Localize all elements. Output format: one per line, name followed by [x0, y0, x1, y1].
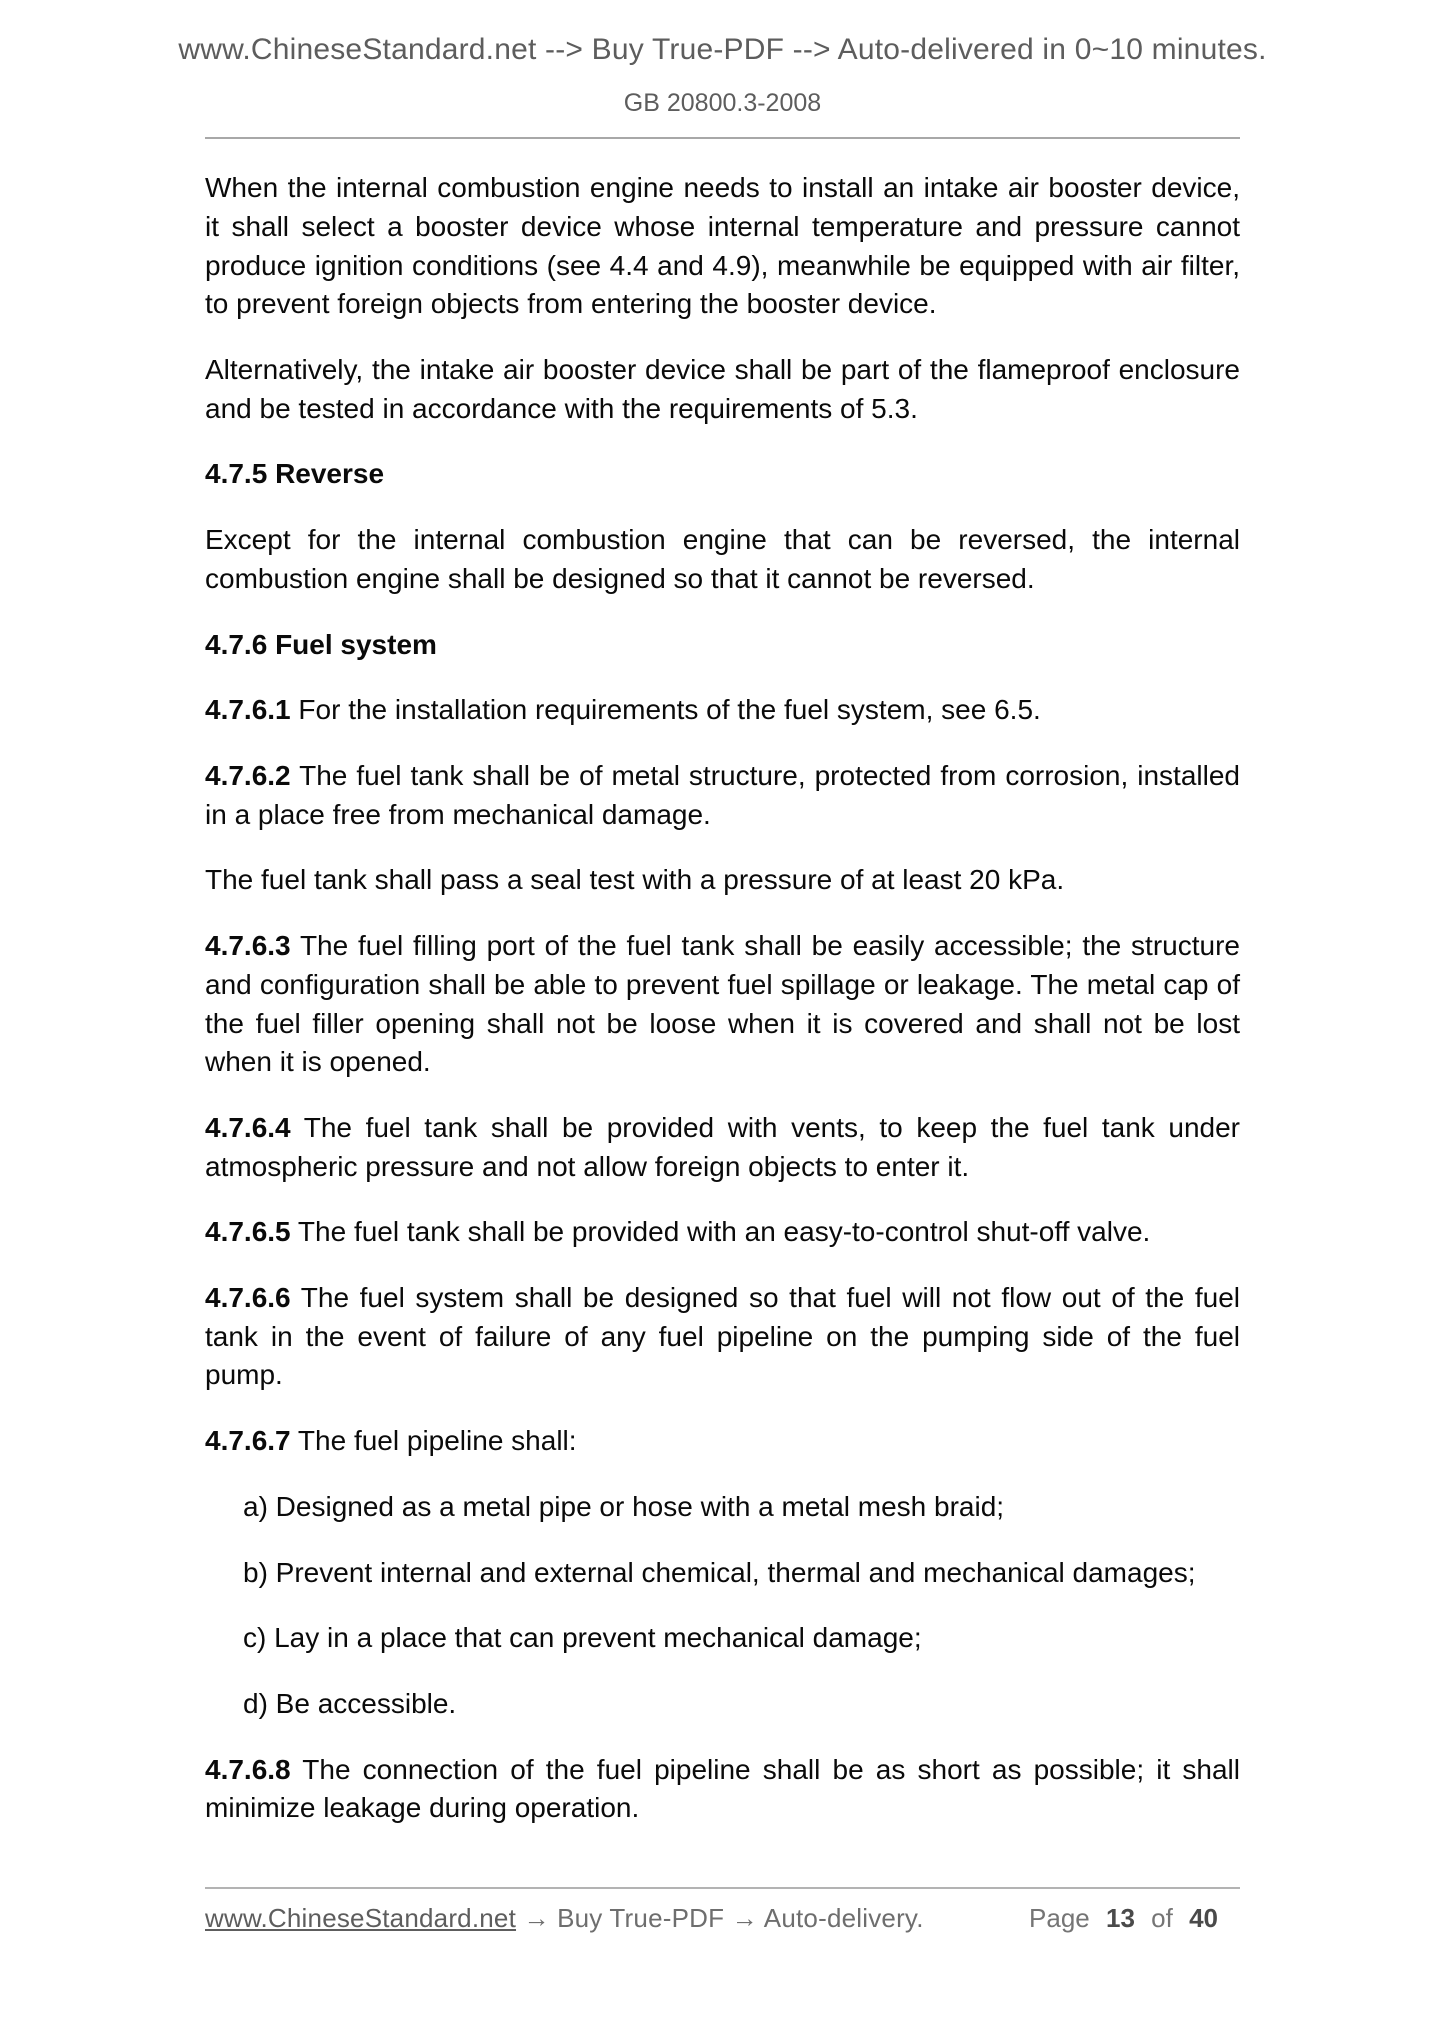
numbered-paragraph — [205, 757, 1240, 834]
footer-tagline: → Buy True-PDF → Auto-delivery. — [523, 1903, 924, 1934]
footer — [205, 1889, 1240, 1934]
clause-number: 4.7.6.5 — [205, 1216, 291, 1248]
clause-number: 4.7.6.7 — [205, 1425, 291, 1457]
paragraph: Except for the internal combustion engine that can be reversed, the internal combustion engine shall be designed so that it cannot be reversed. — [205, 524, 1240, 594]
section-title: Fuel system — [275, 628, 437, 660]
section-number: 4.7.6 — [205, 628, 268, 660]
header-divider — [205, 137, 1240, 139]
footer-left — [205, 1903, 924, 1934]
page-current: 13 — [1106, 1903, 1135, 1934]
list-item: a) Designed as a metal pipe or hose with a metal mesh braid; — [243, 1490, 1005, 1522]
clause-text: The connection of the fuel pipeline shall be as short as possible; it shall minimize leakage during operation. — [205, 1753, 1240, 1824]
numbered-paragraph — [205, 1751, 1240, 1828]
clause-text: The fuel system shall be designed so that fuel will not flow out of the fuel tank in the event of failure of any fuel pipeline on the pumping side of the fuel pump. — [205, 1282, 1240, 1391]
header-promo-text: www.ChineseStandard.net --> Buy True-PDF --> Auto-delivered in 0~10 minutes. — [178, 33, 1267, 66]
numbered-paragraph — [205, 691, 1240, 730]
clause-number: 4.7.6.4 — [205, 1111, 291, 1143]
page-content — [205, 137, 1240, 1934]
standard-number: GB 20800.3-2008 — [623, 88, 822, 117]
clause-text: The fuel pipeline shall: — [297, 1425, 577, 1457]
numbered-paragraph — [205, 1213, 1240, 1252]
numbered-paragraph — [205, 1279, 1240, 1395]
clause-text: The fuel tank shall be provided with an easy-to-control shut-off valve. — [297, 1216, 1151, 1248]
page-indicator — [1029, 1903, 1218, 1934]
numbered-paragraph — [205, 1109, 1240, 1186]
footer-site-link[interactable]: www.ChineseStandard.net — [205, 1903, 517, 1934]
page-header — [0, 0, 1445, 117]
clause-number: 4.7.6.1 — [205, 694, 291, 726]
page-total: 40 — [1189, 1903, 1218, 1934]
section-title: Reverse — [275, 458, 385, 490]
section-heading — [205, 626, 1240, 665]
section-heading — [205, 455, 1240, 494]
paragraph: The fuel tank shall pass a seal test with a pressure of at least 20 kPa. — [205, 864, 1065, 896]
numbered-paragraph — [205, 1422, 1240, 1461]
page-label: Page — [1029, 1903, 1090, 1934]
section-number: 4.7.5 — [205, 458, 268, 490]
clause-text: The fuel filling port of the fuel tank shall be easily accessible; the structure and configuration shall be able to prevent fuel spillage or leakage. The metal cap of the fuel filler opening shall not be loose when it is covered and shall not be lost when it is opened. — [205, 930, 1240, 1078]
clause-text: The fuel tank shall be of metal structure, protected from corrosion, installed in a place free from mechanical damage. — [205, 759, 1240, 830]
clause-number: 4.7.6.3 — [205, 930, 291, 962]
list-item: d) Be accessible. — [243, 1687, 457, 1719]
page-of-label: of — [1151, 1903, 1173, 1934]
clause-number: 4.7.6.2 — [205, 759, 291, 791]
list-item: c) Lay in a place that can prevent mechanical damage; — [243, 1622, 922, 1654]
numbered-paragraph — [205, 927, 1240, 1082]
clause-text: The fuel tank shall be provided with vents, to keep the fuel tank under atmospheric pressure and not allow foreign objects to enter it. — [205, 1111, 1240, 1182]
clause-number: 4.7.6.8 — [205, 1753, 291, 1785]
paragraph: Alternatively, the intake air booster device shall be part of the flameproof enclosure and be tested in accordance with the requirements of 5.3. — [205, 354, 1240, 424]
clause-text: For the installation requirements of the fuel system, see 6.5. — [298, 694, 1041, 726]
list-item: b) Prevent internal and external chemical, thermal and mechanical damages; — [243, 1556, 1196, 1588]
document-body — [205, 169, 1240, 1828]
clause-number: 4.7.6.6 — [205, 1282, 291, 1314]
paragraph: When the internal combustion engine needs to install an intake air booster device, it shall select a booster device whose internal temperature and pressure cannot produce ignition conditions (see 4.4 and 4.9), meanwhile be equipped with air filter, to prevent foreign objects from entering the booster device. — [205, 172, 1240, 320]
